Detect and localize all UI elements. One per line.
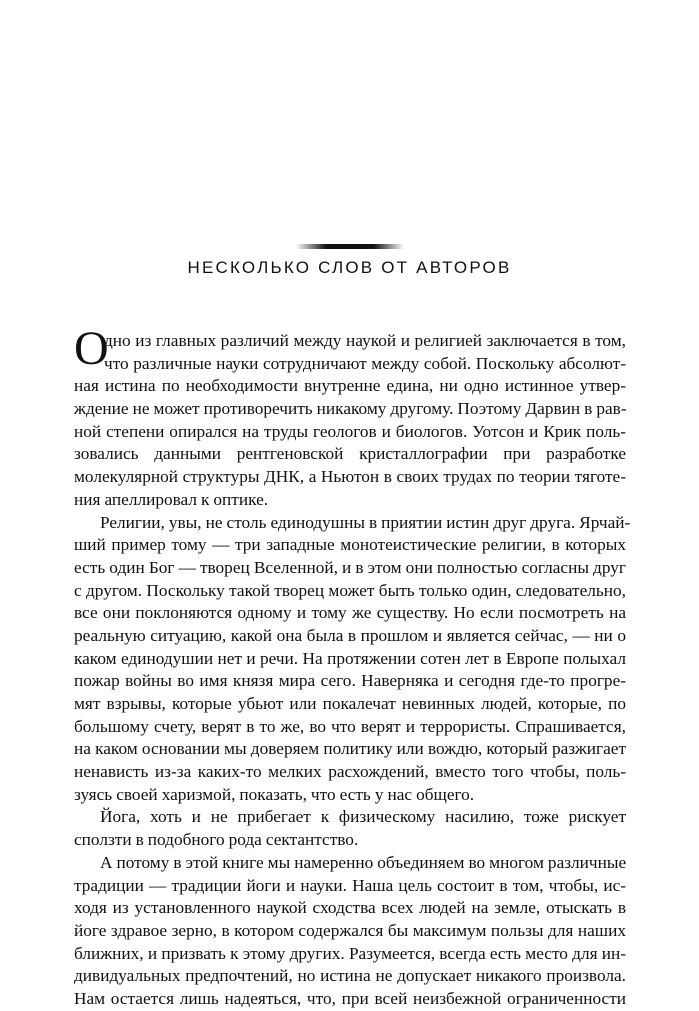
text-line: каком единодушии нет и речи. На протяжении сотен лет в Европе полыхал <box>74 648 626 668</box>
text-line: реальную ситуацию, какой она была в прошлом и является сейчас, — ни о <box>74 625 626 645</box>
text-line: А потому в этой книге мы намеренно объединяем во многом различные <box>100 852 627 872</box>
text-line: традиции — традиции йоги и науки. Наша цель состоит в том, чтобы, ис- <box>74 875 626 895</box>
drop-cap: О <box>74 322 109 375</box>
text-line: ший пример тому — три западные монотеистические религии, в которых <box>74 535 626 555</box>
text-line: молекулярной структуры ДНК, а Ньютон в своих трудах по теории тяготе- <box>74 467 626 487</box>
text-line: ненависть из-за каких-то мелких расхождений, вместо того чтобы, поль- <box>74 762 626 782</box>
text-line: ния апеллировал к оптике. <box>74 489 269 509</box>
text-line: Нам остается лишь надеяться, что, при всей неизбежной ограниченности <box>74 988 626 1008</box>
text-line: ная истина по необходимости внутренне едина, ни одно истинное утвер- <box>74 376 626 396</box>
text-line: ходя из установленного наукой сходства всех людей на земле, отыскать в <box>74 898 626 918</box>
text-line: ждение не может противоречить никакому другому. Поэтому Дарвин в рав- <box>74 399 627 419</box>
body-text <box>74 330 631 1011</box>
section-heading: НЕСКОЛЬКО СЛОВ ОТ АВТОРОВ <box>187 258 512 277</box>
text-line: дно из главных различий между наукой и религией заключается в том, <box>104 331 626 350</box>
text-line: Религии, увы, не столь единодушны в приятии истин друг друга. Ярчай- <box>100 512 631 532</box>
text-line: сползти в подобного рода сектантство. <box>74 830 359 850</box>
text-line: зуясь своей харизмой, показать, что есть у нас общего. <box>74 784 475 804</box>
text-line: все они поклоняются одному и тому же существу. Но если посмотреть на <box>74 603 626 623</box>
text-line: что различные науки сотрудничают между собой. Поскольку абсолют- <box>104 353 626 373</box>
text-line: ной степени опирался на труды геологов и биологов. Уотсон и Крик поль- <box>74 421 626 441</box>
text-line: ближних, и призвать к этому других. Разумеется, всегда есть место для ин- <box>74 943 626 963</box>
text-line: с другом. Поскольку такой творец может быть только один, следовательно, <box>74 580 626 600</box>
text-line: на каком основании мы доверяем политику или вождю, который разжигает <box>74 739 626 759</box>
text-line: йоге здравое зерно, в котором содержался бы максимум пользы для наших <box>74 920 626 940</box>
text-line: пожар войны во имя князя мира сего. Наверняка и сегодня где-то прогре- <box>74 671 626 691</box>
text-line: есть один Бог — творец Вселенной, и в этом они полностью согласны друг <box>74 557 626 577</box>
text-line: Йога, хоть и не прибегает к физическому насилию, тоже рискует <box>100 807 626 827</box>
text-line: зовались данными рентгеновской кристаллографии при разработке <box>74 444 626 464</box>
text-line: большому счету, верят в то же, во что верят и террористы. Спрашивается, <box>74 716 626 736</box>
text-line: дивидуальных предпочтений, но истина не допускает никакого произвола. <box>74 966 626 986</box>
text-line: мят взрывы, которые убьют или покалечат невинных людей, которые, по <box>74 694 626 713</box>
heading-rule <box>296 244 404 249</box>
